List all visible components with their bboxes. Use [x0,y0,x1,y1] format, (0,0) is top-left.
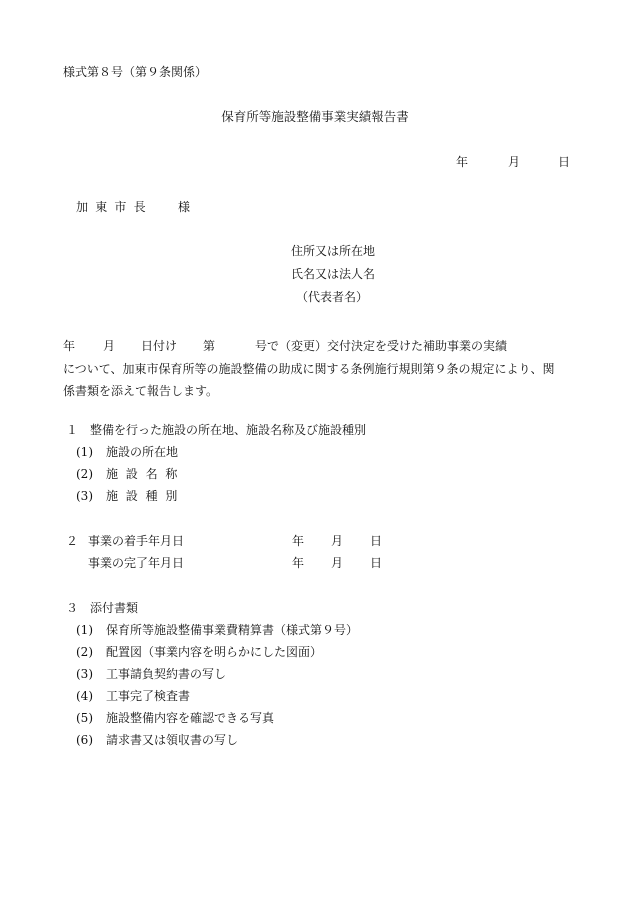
section-3-item-4-label: 工事完了検査書 [106,689,191,703]
body-first-line-rest: 号で（変更）交付決定を受けた補助事業の実績 [255,339,508,353]
section-1-item-1-label: 施設の所在地 [106,445,179,459]
sender-address-label: 住所又は所在地 [291,244,376,258]
form-number: 様式第８号（第９条関係） [63,65,208,79]
report-body-paragraph [63,335,583,403]
section-3-item-3-number: (3) [76,667,93,681]
section-1-item-3-label: 施設種別 [106,489,186,503]
section-3-item-2-label: 配置図（事業内容を明らかにした図面） [106,645,323,659]
section-1-item-3-number: (3) [76,489,93,503]
date-month-label: 月 [508,155,521,169]
body-line-2: について、加東市保育所等の施設整備の助成に関する条例施行規則第９条の規定により、関 [63,361,555,376]
sender-name-label: 氏名又は法人名 [291,267,376,281]
body-dai-label: 第 [203,339,216,353]
section-3-item-3-label: 工事請負契約書の写し [106,667,227,681]
date-day-label: 日 [558,155,571,169]
section-1-item-2-label: 施設名称 [106,467,186,481]
section-3-item-5-number: (5) [76,711,93,725]
section-3-item-4-number: (4) [76,689,93,703]
section-2-end-label: 事業の完了年月日 [88,556,185,570]
end-year-label: 年 [292,556,305,570]
body-year-label: 年 [63,339,76,353]
start-month-label: 月 [331,534,344,548]
section-3-item-6-label: 請求書又は領収書の写し [106,733,239,747]
section-3-item-5-label: 施設整備内容を確認できる写真 [106,711,275,725]
section-3-heading: ３ 添付書類 [66,601,139,615]
body-day-label: 日付け [141,339,178,353]
start-day-label: 日 [370,534,383,548]
addressee-honorific: 様 [178,200,191,214]
section-1-heading: １ 整備を行った施設の所在地、施設名称及び施設種別 [66,423,367,437]
body-first-line [63,335,583,358]
body-month-label: 月 [103,339,116,353]
section-1-item-1-number: (1) [76,445,93,459]
section-1-item-2-number: (2) [76,467,93,481]
document-title: 保育所等施設整備事業実績報告書 [221,109,409,124]
section-2-start-label: 事業の着手年月日 [88,534,185,548]
section-3-item-1-label: 保育所等施設整備事業費精算書（様式第９号） [106,623,359,637]
section-3-item-1-number: (1) [76,623,93,637]
start-year-label: 年 [292,534,305,548]
body-line-3: 係書類を添えて報告します。 [63,384,219,398]
date-year-label: 年 [456,155,469,169]
sender-representative-label: （代表者名） [296,290,369,304]
section-2-number: ２ [66,534,79,548]
section-3-item-2-number: (2) [76,645,93,659]
section-3-item-6-number: (6) [76,733,93,747]
end-day-label: 日 [370,556,383,570]
end-month-label: 月 [331,556,344,570]
addressee-name: 加東市長 [76,200,153,214]
